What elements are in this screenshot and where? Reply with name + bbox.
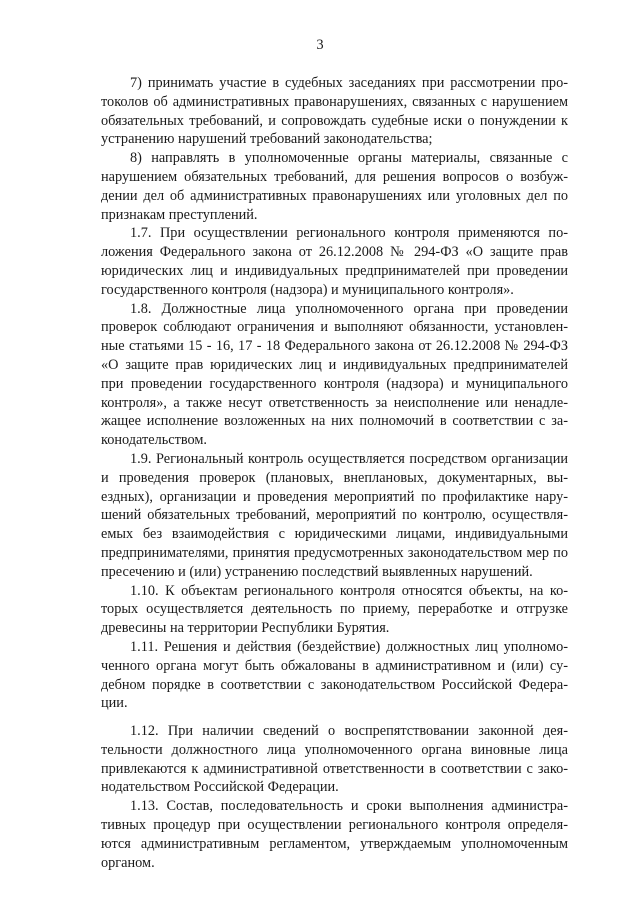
paragraph-1-8: 1.8. Должностные лица уполномоченного органа при проведении проверок соблюдают ограничения и выполняют обязанности, установленные статьями 15 - 16, 17 - 18 Федерального закона от 26.12.2008 № 294-ФЗ «О защите прав юридических лиц и индивидуальных предпринимателей при проведении государственного контроля (надзора) и муниципального контроля», а также несут ответственность за неисполнение или ненадлежащее исполнение возложенных на них полномочий в соответствии с законодательством. xyxy=(101,300,568,449)
page-number: 3 xyxy=(316,37,324,53)
paragraph-1-13: 1.13. Состав, последовательность и сроки выполнения административных процедур при осуществлении регионального контроля определяются административным регламентом, утверждаемым уполномоченным органом. xyxy=(101,798,568,871)
paragraph-item-8: 8) направлять в уполномоченные органы материалы, связанные с нарушением обязательных требований, для решения вопросов о возбуждении дел об административных правонарушениях или уголовных дел по признакам преступлений. xyxy=(101,150,568,223)
paragraph-1-11: 1.11. Решения и действия (бездействие) должностных лиц уполномоченного органа могут быть обжалованы в административном и (или) судебном порядке в соответствии с законодательством Российской Федерации. xyxy=(101,638,568,712)
paragraph-1-7: 1.7. При осуществлении регионального контроля применяются положения Федерального закона от 26.12.2008 № 294-ФЗ «О защите прав юридических лиц и индивидуальных предпринимателей при проведении государственного контроля (надзора) и муниципального контроля». xyxy=(101,225,568,298)
document-body xyxy=(101,74,568,872)
paragraph-1-10: 1.10. К объектам регионального контроля относятся объекты, на которых осуществляется деятельность по приему, переработке и отгрузке древесины на территории Республики Бурятия. xyxy=(101,582,568,637)
paragraph-item-7: 7) принимать участие в судебных заседаниях при рассмотрении протоколов об административных правонарушениях, связанных с нарушением обязательных требований, и сопровождать судебные иски о понуждении к устранению нарушений требований законодательства; xyxy=(101,75,568,148)
paragraph-1-12: 1.12. При наличии сведений о воспрепятствовании законной деятельности должностного лица уполномоченного органа виновные лица привлекаются к административной ответственности в соответствии с законодательством Российской Федерации. xyxy=(101,723,568,796)
paragraph-1-9: 1.9. Региональный контроль осуществляется посредством организации и проведения проверок (плановых, внеплановых, документарных, выездных), организации и проведения мероприятий по профилактике нарушений обязательных требований, мероприятий по контролю, осуществляемых без взаимодействия с юридическими лицами, индивидуальными предпринимателями, принятия предусмотренных законодательством мер по пресечению и (или) устранению последствий выявленных нарушений. xyxy=(101,450,568,580)
